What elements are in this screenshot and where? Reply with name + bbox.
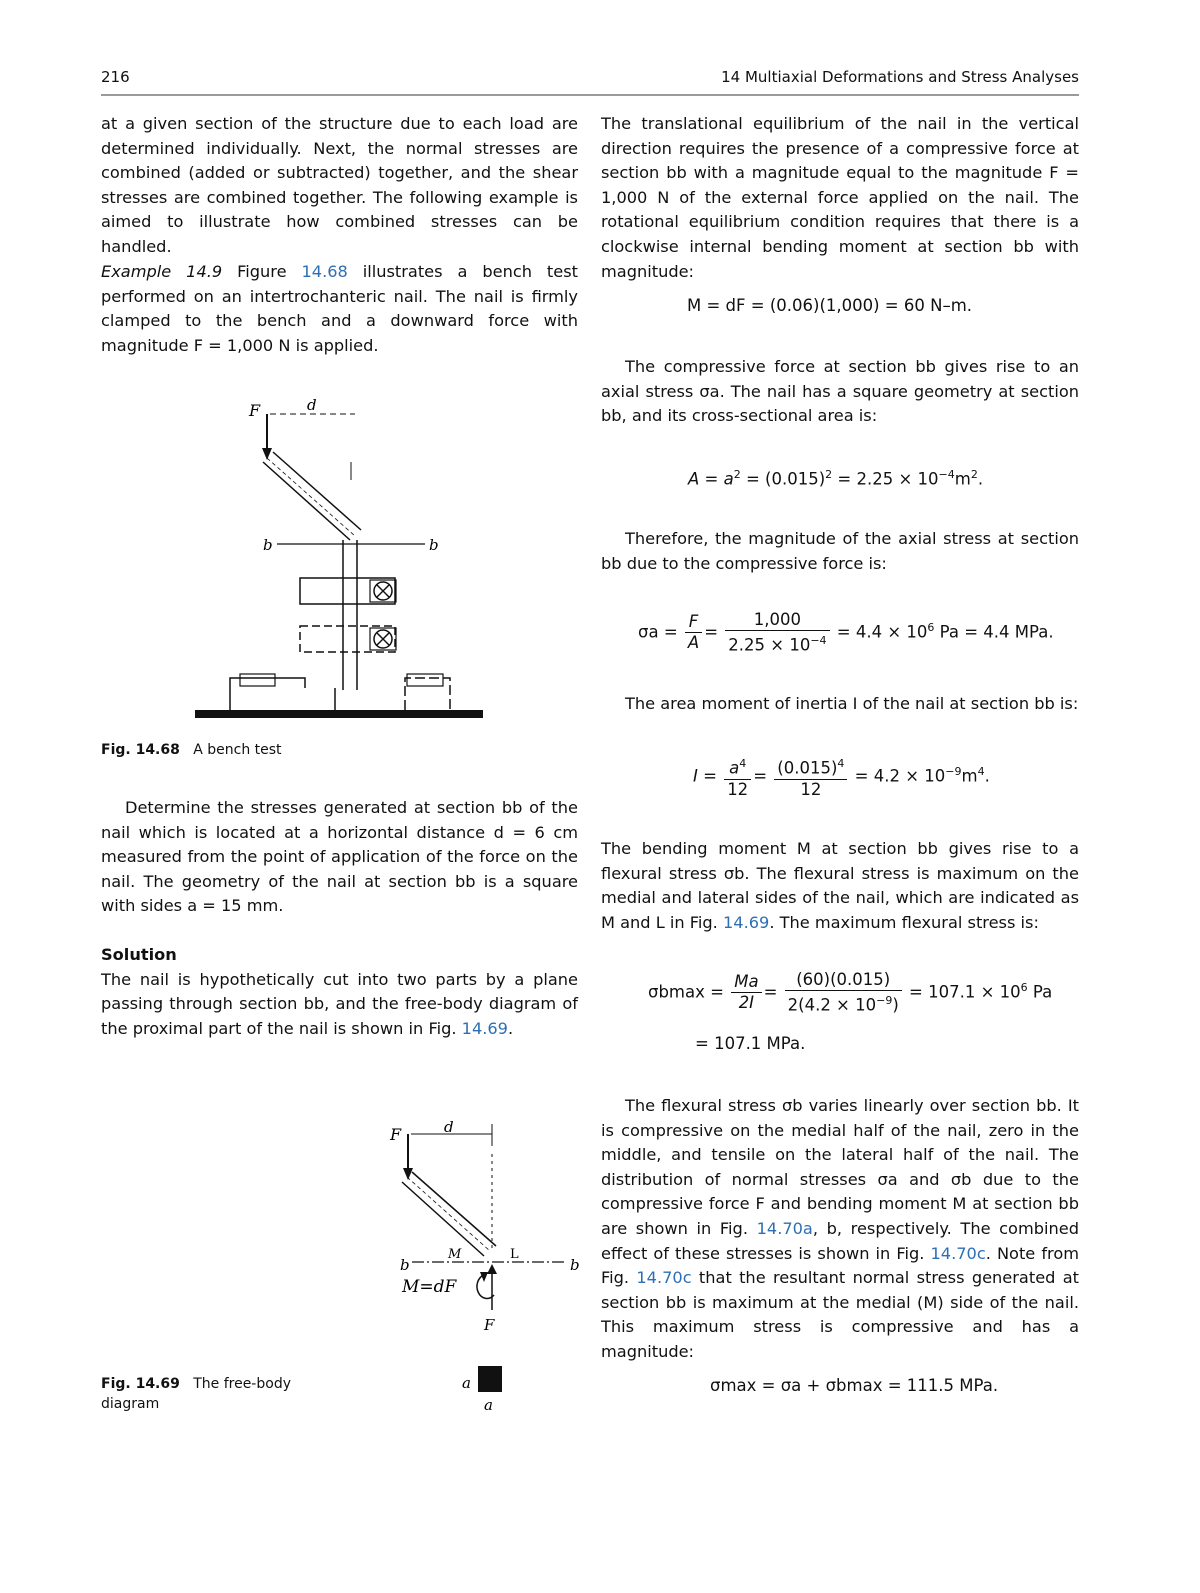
fig68-caption-label: Fig. 14.68	[101, 742, 180, 758]
equation-axial-stress: σa = $\frac{F}{A}$ = $\frac{1,000}{2.25 \times 10^{-4}}$ = $4.4 \times 10^6$ Pa = 4.4 MPa.	[638, 610, 1054, 655]
fig-14-68-caption: Fig. 14.68 A bench test	[101, 742, 282, 758]
fig-14-68-link[interactable]: 14.68	[301, 262, 348, 281]
right-paragraph-3: Therefore, the magnitude of the axial stress at section bb due to the compressive force is:	[601, 529, 1079, 573]
equation-area: $A = a^2 = (0.015)^2 = 2.25 \times 10^{-4}m^2$.	[688, 468, 984, 489]
fig69-label-L: L	[510, 1247, 519, 1262]
fig69-label-F: F	[390, 1125, 402, 1144]
fig-14-70c-link-2[interactable]: 14.70c	[636, 1268, 692, 1288]
fig68-label-F: F	[249, 401, 261, 420]
fig69-label-F-bottom: F	[484, 1316, 495, 1334]
equation-moment-of-inertia: I = $\frac{a^4}{12}$ = $\frac{(0.015)^4}{12}$ = $4.2 \times 10^{-9}m^4$.	[693, 754, 990, 800]
fig68-label-b-left: b	[263, 536, 273, 554]
fig69-label-a-bottom: a	[484, 1396, 493, 1414]
fig68-label-d: d	[307, 396, 317, 414]
right-paragraph-1: The translational equilibrium of the nail in the vertical direction requires the presence of a compressive force at section bb with a magnitude equal to the magnitude F = 1,000 N of the external force applied on the nail. The rotational equilibrium condition requires that there is a clockwise internal bending moment at section bb with magnitude:	[601, 114, 1079, 281]
left-paragraph-3: Determine the stresses generated at section bb of the nail which is located at a horizontal distance d = 6 cm measured from the point of application of the force on the nail. The geometry of the nail at section bb is a square with sides a = 15 mm.	[101, 798, 578, 916]
fig69-label-b-right: b	[570, 1256, 580, 1274]
solution-block: Solution The nail is hypothetically cut into two parts by a plane passing through section bb, and the free-body diagram of the proximal part of the nail is shown in Fig. 14.69.	[101, 945, 578, 1038]
solution-heading: Solution	[101, 945, 177, 964]
right-paragraph-2: The compressive force at section bb gives rise to an axial stress σa. The nail has a square geometry at section bb, and its cross-sectional area is:	[601, 357, 1079, 426]
equation-max-stress: σmax = σa + σbmax = 111.5 MPa.	[710, 1376, 999, 1395]
figure-14-68	[185, 390, 495, 725]
left-paragraph-1: at a given section of the structure due to each load are determined individually. Next, the normal stresses are combined (added or subtracted) together, and the shear stresses are combined together. The following example is aimed to illustrate how combined stresses can be handled.	[101, 114, 578, 256]
page-number: 216	[101, 68, 130, 86]
fig69-label-M: M	[448, 1247, 462, 1262]
fig-14-70c-link-1[interactable]: 14.70c	[930, 1243, 986, 1263]
fig-14-69-link-2[interactable]: 14.69	[722, 912, 770, 932]
fig68-label-b-right: b	[429, 536, 439, 554]
equation-moment: M = dF = (0.06)(1,000) = 60 N–m.	[687, 296, 973, 315]
running-header	[101, 64, 1079, 96]
equation-flexural-result: = 107.1 MPa.	[695, 1034, 806, 1053]
fig-14-69-caption: Fig. 14.69 The free-body diagram	[101, 1376, 291, 1412]
right-paragraph-6: The flexural stress σb varies linearly over section bb. It is compressive on the medial half of the nail, zero in the middle, and tensile on the lateral half of the nail. The distribution of normal stresses σa and σb due to the compressive force F and bending moment M at section bb are shown in Fig. 14.70a, b, respectively. The combined effect of these stresses is shown in Fig. 14.70c. Note from Fig. 14.70c that the resultant normal stress generated at section bb is maximum at the medial (M) side of the nail. This maximum stress is compressive and has a magnitude:	[601, 1096, 1079, 1361]
figure-14-69	[380, 1110, 590, 1415]
fig69-label-a-side: a	[462, 1374, 471, 1392]
fig69-label-d: d	[444, 1118, 454, 1136]
example-paragraph: Example 14.9 Figure 14.68 illustrates a bench test performed on an intertrochanteric nail. The nail is firmly clamped to the bench and a downward force with magnitude F = 1,000 N is applied.	[101, 262, 578, 355]
equation-flexural-stress: σbmax = $\frac{Ma}{2I}$ = $\frac{(60)(0.015)}{2(4.2 \times 10^{-9})}$ = $107.1 \times 10^6$ Pa	[648, 970, 1053, 1015]
fig69-label-b-left: b	[400, 1256, 410, 1274]
fig69-label-MdF: M=dF	[402, 1277, 457, 1297]
right-paragraph-5: The bending moment M at section bb gives rise to a flexural stress σb. The flexural stress is maximum on the medial and lateral sides of the nail, which are indicated as M and L in Fig. 14.69. The maximum flexural stress is:	[601, 839, 1079, 932]
example-label: Example 14.9	[101, 262, 223, 281]
right-paragraph-4: The area moment of inertia I of the nail at section bb is:	[625, 694, 1079, 713]
fig-14-69-link-1[interactable]: 14.69	[461, 1018, 508, 1038]
fig-14-70a-link[interactable]: 14.70a	[756, 1218, 813, 1238]
chapter-title: 14 Multiaxial Deformations and Stress Analyses	[721, 68, 1079, 86]
fig69-caption-label: Fig. 14.69	[101, 1376, 180, 1392]
